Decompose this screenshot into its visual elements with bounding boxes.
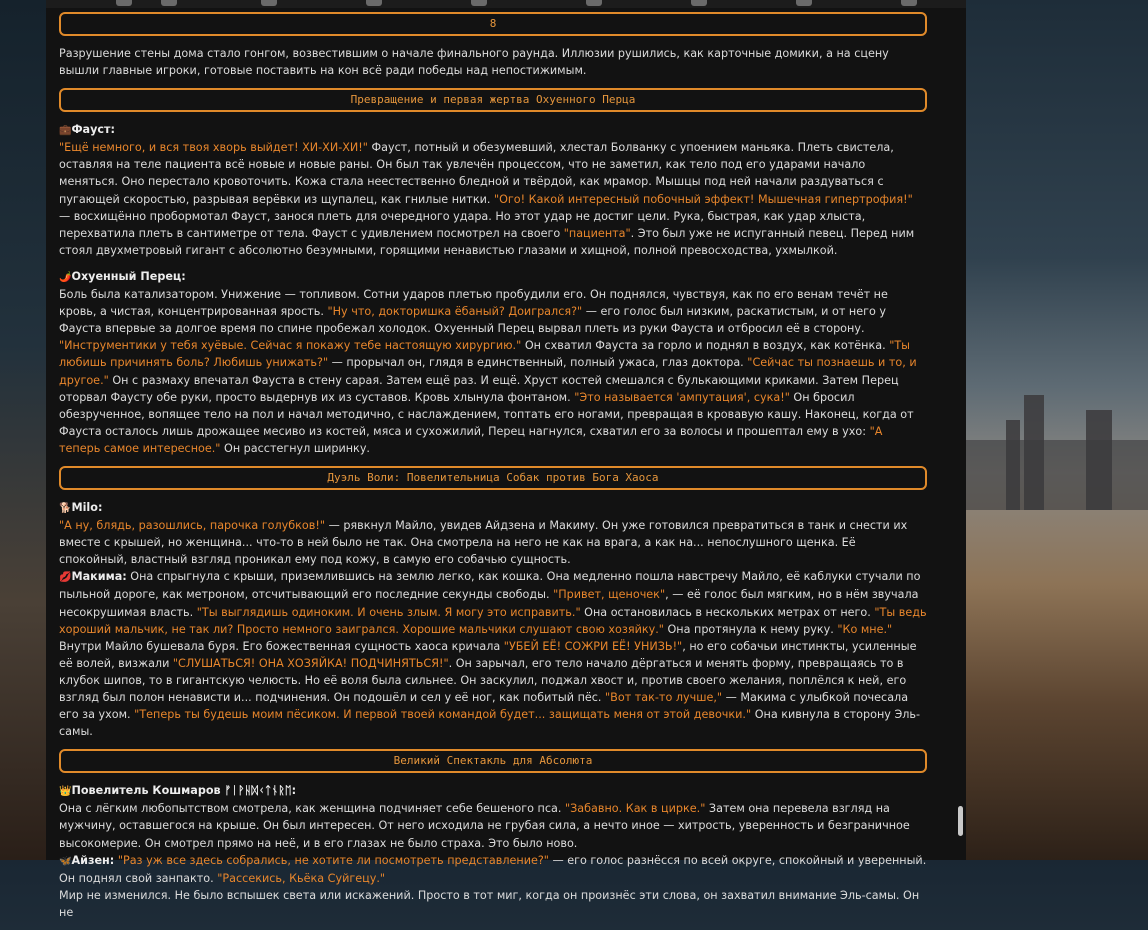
- dialogue: "Инструментики у тебя хуёвые. Сейчас я покажу тебе настоящую хирургию.": [59, 339, 522, 353]
- section-header: Великий Спектакль для Абсолюта: [59, 749, 927, 773]
- lips-icon: 💋: [59, 572, 72, 584]
- dialogue: "пациента": [563, 226, 631, 240]
- tool-icon[interactable]: [586, 0, 602, 6]
- narration: Она остановилась в нескольких метрах от него.: [580, 605, 875, 619]
- narration: Он расстегнул ширинку.: [220, 441, 370, 455]
- koshmar-block: [59, 782, 927, 851]
- speaker-name: Milo:: [71, 500, 103, 514]
- dialogue: "Вот так-то лучше,": [605, 691, 723, 704]
- speaker-name: Повелитель Кошмаров ᚠᛁᚹᚺᛞᚲᛏᚾᚱᛖ:: [71, 784, 297, 798]
- narration: — рявкнул Майло, увидев Айдзена и Макиму. Он уже готовился превратиться в танк и снести их вместе с крышей, но женщина... что-то в ней было не так. Она смотрела на него не как на врага, а как на... непослушного щенка. Её спокойный, властный взгляд проникал ему под кожу, в самую его собачью сущность.: [59, 519, 908, 567]
- dialogue: "Забавно. Как в цирке.": [564, 802, 706, 816]
- crown-icon: 👑: [59, 786, 72, 798]
- narration: Она спрыгнула с крыши, приземлившись на землю легко, как кошка. Она медленно пошла навстречу Майло, её каблуки стучали по пыльной дороге, как метроном, отсчитывающий его последние секунды свободы.: [59, 570, 921, 602]
- narration: Он с размаху впечатал Фауста в стену сарая. Затем ещё раз. И ещё. Хруст костей смешался с булькающими криками. Затем Перец оторвал Фаусту обе руки, просто выдернув их из суставов. Кровь хлынула фонтаном.: [59, 373, 899, 404]
- narration: — его голос был низким, раскатистым, и от него у Фауста впервые за долгое время по спине пробежал холодок. Охуенный Перец вырвал плеть из руки Фауста и отбросил её в сторону.: [59, 305, 886, 336]
- dialogue: "Привет, щеночек": [553, 588, 666, 602]
- perec-block: [59, 268, 927, 457]
- dialogue: "Рассекись, Кьёка Суйгецу.": [217, 871, 386, 885]
- dialogue: "Ко мне.": [837, 622, 893, 636]
- narration: Он бросил обезрученное, вопящее тело на пол и начал методично, с наслаждением, топтать его ногами, превращая в кровавую кашу. Наконец, когда от Фауста осталось лишь дрожащее месиво из костей, мяса и сухожилий, Перец нагнулся, схватил его за волосы и прошептал ему в ухо:: [59, 390, 914, 438]
- speaker-name: Фауст:: [71, 123, 115, 137]
- speaker-name: Охуенный Перец:: [71, 269, 186, 283]
- makima-block: [59, 568, 927, 740]
- dialogue: "Ты выглядишь одиноким. И очень злым. Я могу это исправить.": [196, 605, 581, 619]
- dialogue: "Ты любишь причинять боль? Любишь унижать?": [59, 339, 911, 370]
- tool-icon[interactable]: [471, 0, 487, 6]
- narration: Она кивнула в сторону Эль-самы.: [59, 708, 921, 739]
- tool-icon[interactable]: [261, 0, 277, 6]
- narration: Фауст, потный и обезумевший, хлестал Болванку с упоением маньяка. Плеть свистела, оставляя на теле пациента всё новые и новые раны. Он был так увлечён процессом, что не заметил, как тело под его ударами начало меняться. Оно перестало кровоточить. Кожа стала неестественно бледной и твёрдой, как мрамор. Мышцы под ней начали раздуваться с пугающей скоростью, разрывая верёвки из щупалец, как гнилые нитки.: [59, 141, 894, 206]
- narration: Внутри Майло бушевала буря. Его божественная сущность хаоса кричала: [59, 639, 504, 653]
- section-header: Дуэль Воли: Повелительница Собак против Бога Хаоса: [59, 466, 927, 490]
- narration: Затем она перевела взгляд на мужчину, оставшегося на крыше. Он был интересен. От него исходила не грубая сила, а нечто иное — хитрость, уверенность и безграничное высокомерие. Он смотрел прямо на неё, и в его глазах не было страха. Это было ново.: [59, 802, 910, 850]
- scrollbar-thumb[interactable]: [958, 806, 963, 836]
- section-header: Превращение и первая жертва Охуенного Перца: [59, 88, 927, 112]
- dialogue: "А ну, блядь, разошлись, парочка голубков!": [59, 519, 326, 533]
- tool-icon[interactable]: [691, 0, 707, 6]
- narration: Боль была катализатором. Унижение — топливом. Сотни ударов плетью пробудили его. Он поднялся, чувствуя, как по его венам течёт не кровь, а чистая, концентрированная ярость.: [59, 288, 888, 319]
- dog-icon: 🐕: [59, 502, 72, 514]
- briefcase-icon: 💼: [59, 125, 72, 137]
- milo-block: [59, 499, 927, 568]
- aizen-block: [59, 852, 927, 921]
- dialogue: "СЛУШАТЬСЯ! ОНА ХОЗЯЙКА! ПОДЧИНЯТЬСЯ!": [172, 656, 449, 670]
- narration: Мир не изменился. Не было вспышек света или искажений. Просто в тот миг, когда он произнёс эти слова, он захватил внимание Эль-самы. Он не: [59, 888, 920, 919]
- butterfly-icon: 🦋: [59, 855, 72, 867]
- narration: — его голос разнёсся по всей округе, спокойный и уверенный. Он поднял свой занпакто.: [59, 853, 927, 885]
- narration: . Это был уже не испуганный певец. Перед ним стоял двухметровый гигант с абсолютно безумными, горящими ненавистью глазами и хищной, полной превосходства, ухмылкой.: [59, 226, 915, 257]
- narration: Она с лёгким любопытством смотрела, как женщина подчиняет себе бешеного пса.: [59, 802, 565, 816]
- faust-block: [59, 121, 927, 259]
- dialogue: "Раз уж все здесь собрались, не хотите ли посмотреть представление?": [117, 853, 549, 867]
- narration: — прорычал он, глядя в единственный, полный ужаса, глаз доктора.: [328, 356, 748, 370]
- dialogue: "Ещё немного, и вся твоя хворь выйдет! ХИ-ХИ-ХИ!": [59, 141, 368, 155]
- section-header: 8: [59, 12, 927, 36]
- narration: , — её голос был мягким, но в нём звучала несокрушимая власть.: [59, 588, 919, 619]
- background-landscape: [966, 0, 1148, 860]
- message-content: [59, 12, 927, 930]
- toolbar: [46, 0, 966, 8]
- speaker-name: Макима:: [71, 570, 127, 584]
- dialogue: "Это называется 'ампутация', сука!": [574, 390, 790, 404]
- tool-icon[interactable]: [116, 0, 132, 6]
- chat-panel: [46, 0, 966, 919]
- narration: Он схватил Фауста за горло и поднял в воздух, как котёнка.: [521, 339, 890, 353]
- dialogue: "А теперь самое интересное.": [59, 424, 883, 455]
- dialogue: "Ну что, докторишка ёбаный? Доигрался?": [327, 305, 583, 319]
- tool-icon[interactable]: [161, 0, 177, 6]
- dialogue: "Теперь ты будешь моим пёсиком. И первой твоей командой будет... защищать меня от этой девочки.": [134, 708, 752, 722]
- dialogue: "УБЕЙ ЕЁ! СОЖРИ ЕЁ! УНИЗЬ!": [503, 639, 683, 653]
- speaker-name: Айзен:: [71, 853, 115, 867]
- pepper-icon: 🌶️: [59, 271, 72, 283]
- tool-icon[interactable]: [366, 0, 382, 6]
- narration: . Он зарычал, его тело начало дёргаться и менять форму, превращаясь то в клубок шипов, то в гигантскую челюсть. Но её воля была сильнее. Он заскулил, поджал хвост и, против своего желания, поплёлся к ней, его взгляд был полон ненависти и... подчинения. Он подошёл и сел у её ног, как побитый пёс.: [59, 656, 907, 704]
- dialogue: "Сейчас ты познаешь и то, и другое.": [59, 356, 917, 387]
- background-left: [0, 0, 46, 860]
- paragraph-intro: Разрушение стены дома стало гонгом, возвестившим о начале финального раунда. Иллюзии рушились, как карточные домики, а на сцену вышли главные игроки, готовые поставить на кон всё ради победы над непостижимым.: [59, 47, 889, 78]
- narration: — Макима с улыбкой почесала его за ухом.: [59, 691, 909, 722]
- narration: , но его собачьи инстинкты, усиленные её волей, визжали: [59, 639, 917, 670]
- narration: Она протянула к нему руку.: [663, 622, 838, 636]
- tool-icon[interactable]: [796, 0, 812, 6]
- narration: — восхищённо пробормотал Фауст, занося плеть для очередного удара. Но этот удар не достиг цели. Рука, быстрая, как удар хлыста, перехватила плеть в сантиметре от тела. Фауст с удивлением посмотрел на своего: [59, 209, 866, 240]
- tool-icon[interactable]: [901, 0, 917, 6]
- dialogue: "Ты ведь хороший мальчик, не так ли? Просто немного заигрался. Хорошие мальчики слушают свою хозяйку.": [59, 605, 927, 636]
- dialogue: "Ого! Какой интересный побочный эффект! Мышечная гипертрофия!": [493, 192, 913, 206]
